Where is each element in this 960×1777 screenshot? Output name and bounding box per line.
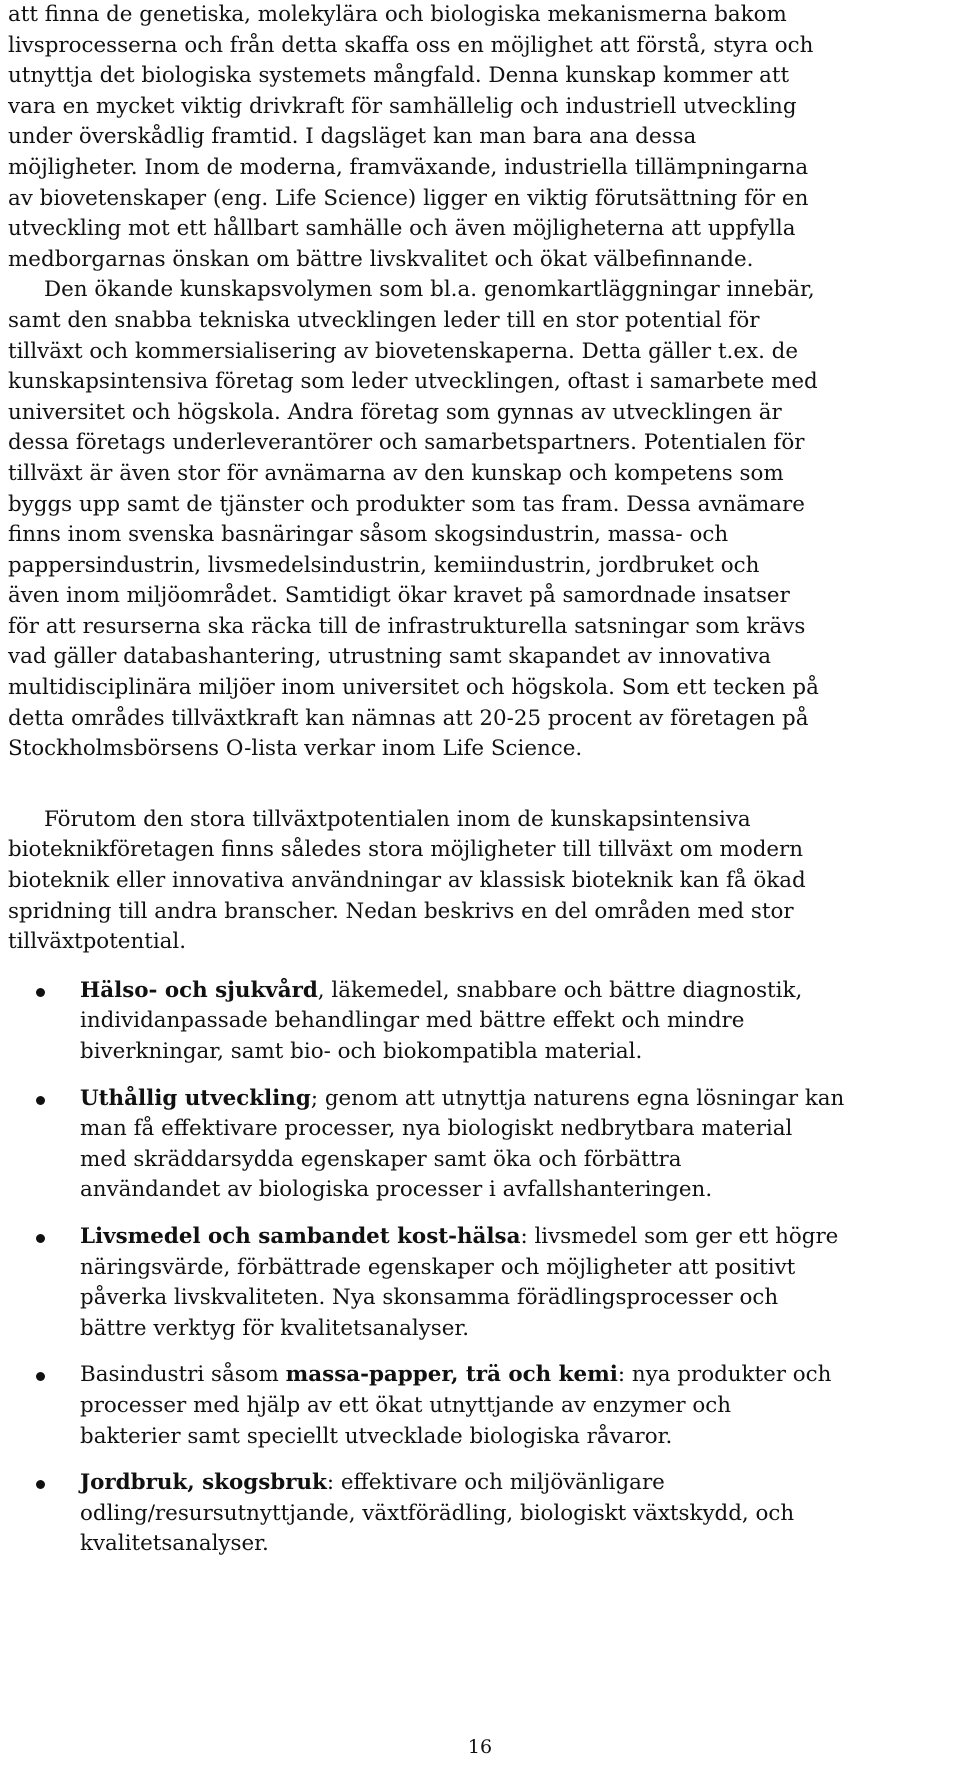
text-line: odling/resursutnyttjande, växtförädling, biologiskt växtskydd, och <box>80 1500 795 1526</box>
text-line: näringsvärde, förbättrade egenskaper och möjligheter att positivt <box>80 1254 796 1280</box>
body-paragraph-1 <box>8 0 958 765</box>
text-line: kunskapsintensiva företag som leder utvecklingen, oftast i samarbete med <box>8 369 818 395</box>
text-line: dessa företags underleverantörer och samarbetspartners. Potentialen för <box>8 430 805 456</box>
bullet-first-line <box>80 1084 958 1115</box>
text-line: vad gäller databashantering, utrustning samt skapandet av innovativa <box>8 644 771 670</box>
bullet-first-line <box>80 1468 958 1499</box>
text-line: medborgarnas önskan om bättre livskvalitet och ökat välbefinnande. <box>8 246 754 272</box>
bullet-rest: ; genom att utnyttja naturens egna lösningar kan <box>310 1085 845 1111</box>
text-line: för att resurserna ska räcka till de infrastrukturella satsningar som krävs <box>8 613 806 639</box>
page-number: 16 <box>467 1736 493 1758</box>
text-line: finns inom svenska basnäringar såsom skogsindustrin, massa- och <box>8 522 729 548</box>
bullet-list <box>8 976 958 1560</box>
text-line: påverka livskvaliteten. Nya skonsamma förädlingsprocesser och <box>80 1285 779 1311</box>
bullet-rest: : nya produkter och <box>617 1362 832 1388</box>
bullet-rest: , läkemedel, snabbare och bättre diagnostik, <box>317 977 803 1003</box>
text-line: att finna de genetiska, molekylära och biologiska mekanismerna bakom <box>8 2 787 27</box>
text-line: Den ökande kunskapsvolymen som bl.a. genomkartläggningar innebär, <box>44 277 815 303</box>
text-line: byggs upp samt de tjänster och produkter som tas fram. Dessa avnämare <box>8 491 805 517</box>
text-line: utveckling mot ett hållbart samhälle och även möjligheterna att uppfylla <box>8 216 796 242</box>
text-line: tillväxt och kommersialisering av biovetenskaperna. Detta gäller t.ex. de <box>8 338 799 364</box>
list-item <box>8 1222 958 1344</box>
text-line: bioteknikföretagen finns således stora möjligheter till tillväxt om modern <box>8 837 804 863</box>
list-item <box>8 1468 958 1560</box>
text-line: samt den snabba tekniska utvecklingen leder till en stor potential för <box>8 307 760 333</box>
text-line: tillväxtpotential. <box>8 929 187 955</box>
text-line: under överskådlig framtid. I dagsläget kan man bara ana dessa <box>8 124 697 150</box>
document-page <box>8 0 958 1576</box>
text-line: bioteknik eller innovativa användningar av klassisk bioteknik kan få ökad <box>8 868 806 894</box>
text-line: även inom miljöområdet. Samtidigt ökar kravet på samordnade insatser <box>8 583 790 609</box>
text-line: möjligheter. Inom de moderna, framväxande, industriella tillämpningarna <box>8 154 809 180</box>
text-line: med skräddarsydda egenskaper samt öka och förbättra <box>80 1146 682 1172</box>
list-item <box>8 1084 958 1206</box>
bullet-prefix: Basindustri såsom <box>80 1362 286 1388</box>
bullet-icon <box>36 988 45 997</box>
bullet-first-line <box>80 1222 958 1253</box>
bullet-bold-term: Hälso- och sjukvård <box>80 977 318 1003</box>
bullet-icon <box>36 1372 45 1381</box>
text-line: processer med hjälp av ett ökat utnyttjande av enzymer och <box>80 1392 732 1418</box>
text-line: kvalitetsanalyser. <box>80 1531 269 1557</box>
text-line: universitet och högskola. Andra företag som gynnas av utvecklingen är <box>8 399 782 425</box>
bullet-first-line <box>80 1360 958 1391</box>
text-line: multidisciplinära miljöer inom universitet och högskola. Som ett tecken på <box>8 675 819 701</box>
bullet-bold-term: Livsmedel och sambandet kost-hälsa <box>80 1223 521 1249</box>
bullet-icon <box>36 1234 45 1243</box>
list-item <box>8 976 958 1068</box>
bullet-first-line <box>80 976 958 1007</box>
text-line: vara en mycket viktig drivkraft för samhällelig och industriell utveckling <box>8 93 797 119</box>
bullet-rest: : effektivare och miljövänligare <box>326 1470 665 1496</box>
text-line: tillväxt är även stor för avnämarna av den kunskap och kompetens som <box>8 460 784 486</box>
text-line: biverkningar, samt bio- och biokompatibla material. <box>80 1039 643 1064</box>
text-line: pappersindustrin, livsmedelsindustrin, kemiindustrin, jordbruket och <box>8 552 760 578</box>
text-line: bakterier samt speciellt utvecklade biologiska råvaror. <box>80 1423 673 1449</box>
bullet-rest: : livsmedel som ger ett högre <box>520 1223 839 1249</box>
bullet-bold-term: Jordbruk, skogsbruk <box>80 1470 327 1496</box>
bullet-icon <box>36 1096 45 1105</box>
text-line: individanpassade behandlingar med bättre effekt och mindre <box>80 1008 745 1034</box>
text-line: spridning till andra branscher. Nedan beskrivs en del områden med stor <box>8 898 794 924</box>
text-line: Förutom den stora tillväxtpotentialen inom de kunskapsintensiva <box>44 806 751 832</box>
text-line: bättre verktyg för kvalitetsanalyser. <box>80 1315 470 1341</box>
text-line: detta områdes tillväxtkraft kan nämnas att 20-25 procent av företagen på <box>8 705 809 731</box>
text-line: utnyttja det biologiska systemets mångfald. Denna kunskap kommer att <box>8 63 790 89</box>
body-paragraph-2 <box>8 805 958 958</box>
text-line: man få effektivare processer, nya biologiskt nedbrytbara material <box>80 1116 793 1142</box>
list-item <box>8 1360 958 1452</box>
bullet-bold-term: massa-papper, trä och kemi <box>285 1362 618 1388</box>
text-line: livsprocesserna och från detta skaffa oss en möjlighet att förstå, styra och <box>8 32 814 58</box>
bullet-bold-term: Uthållig utveckling <box>80 1085 311 1111</box>
text-line: Stockholmsbörsens O-lista verkar inom Life Science. <box>8 736 583 762</box>
text-line: användandet av biologiska processer i avfallshanteringen. <box>80 1177 713 1203</box>
text-line: av biovetenskaper (eng. Life Science) ligger en viktig förutsättning för en <box>8 185 809 211</box>
bullet-icon <box>36 1480 45 1489</box>
